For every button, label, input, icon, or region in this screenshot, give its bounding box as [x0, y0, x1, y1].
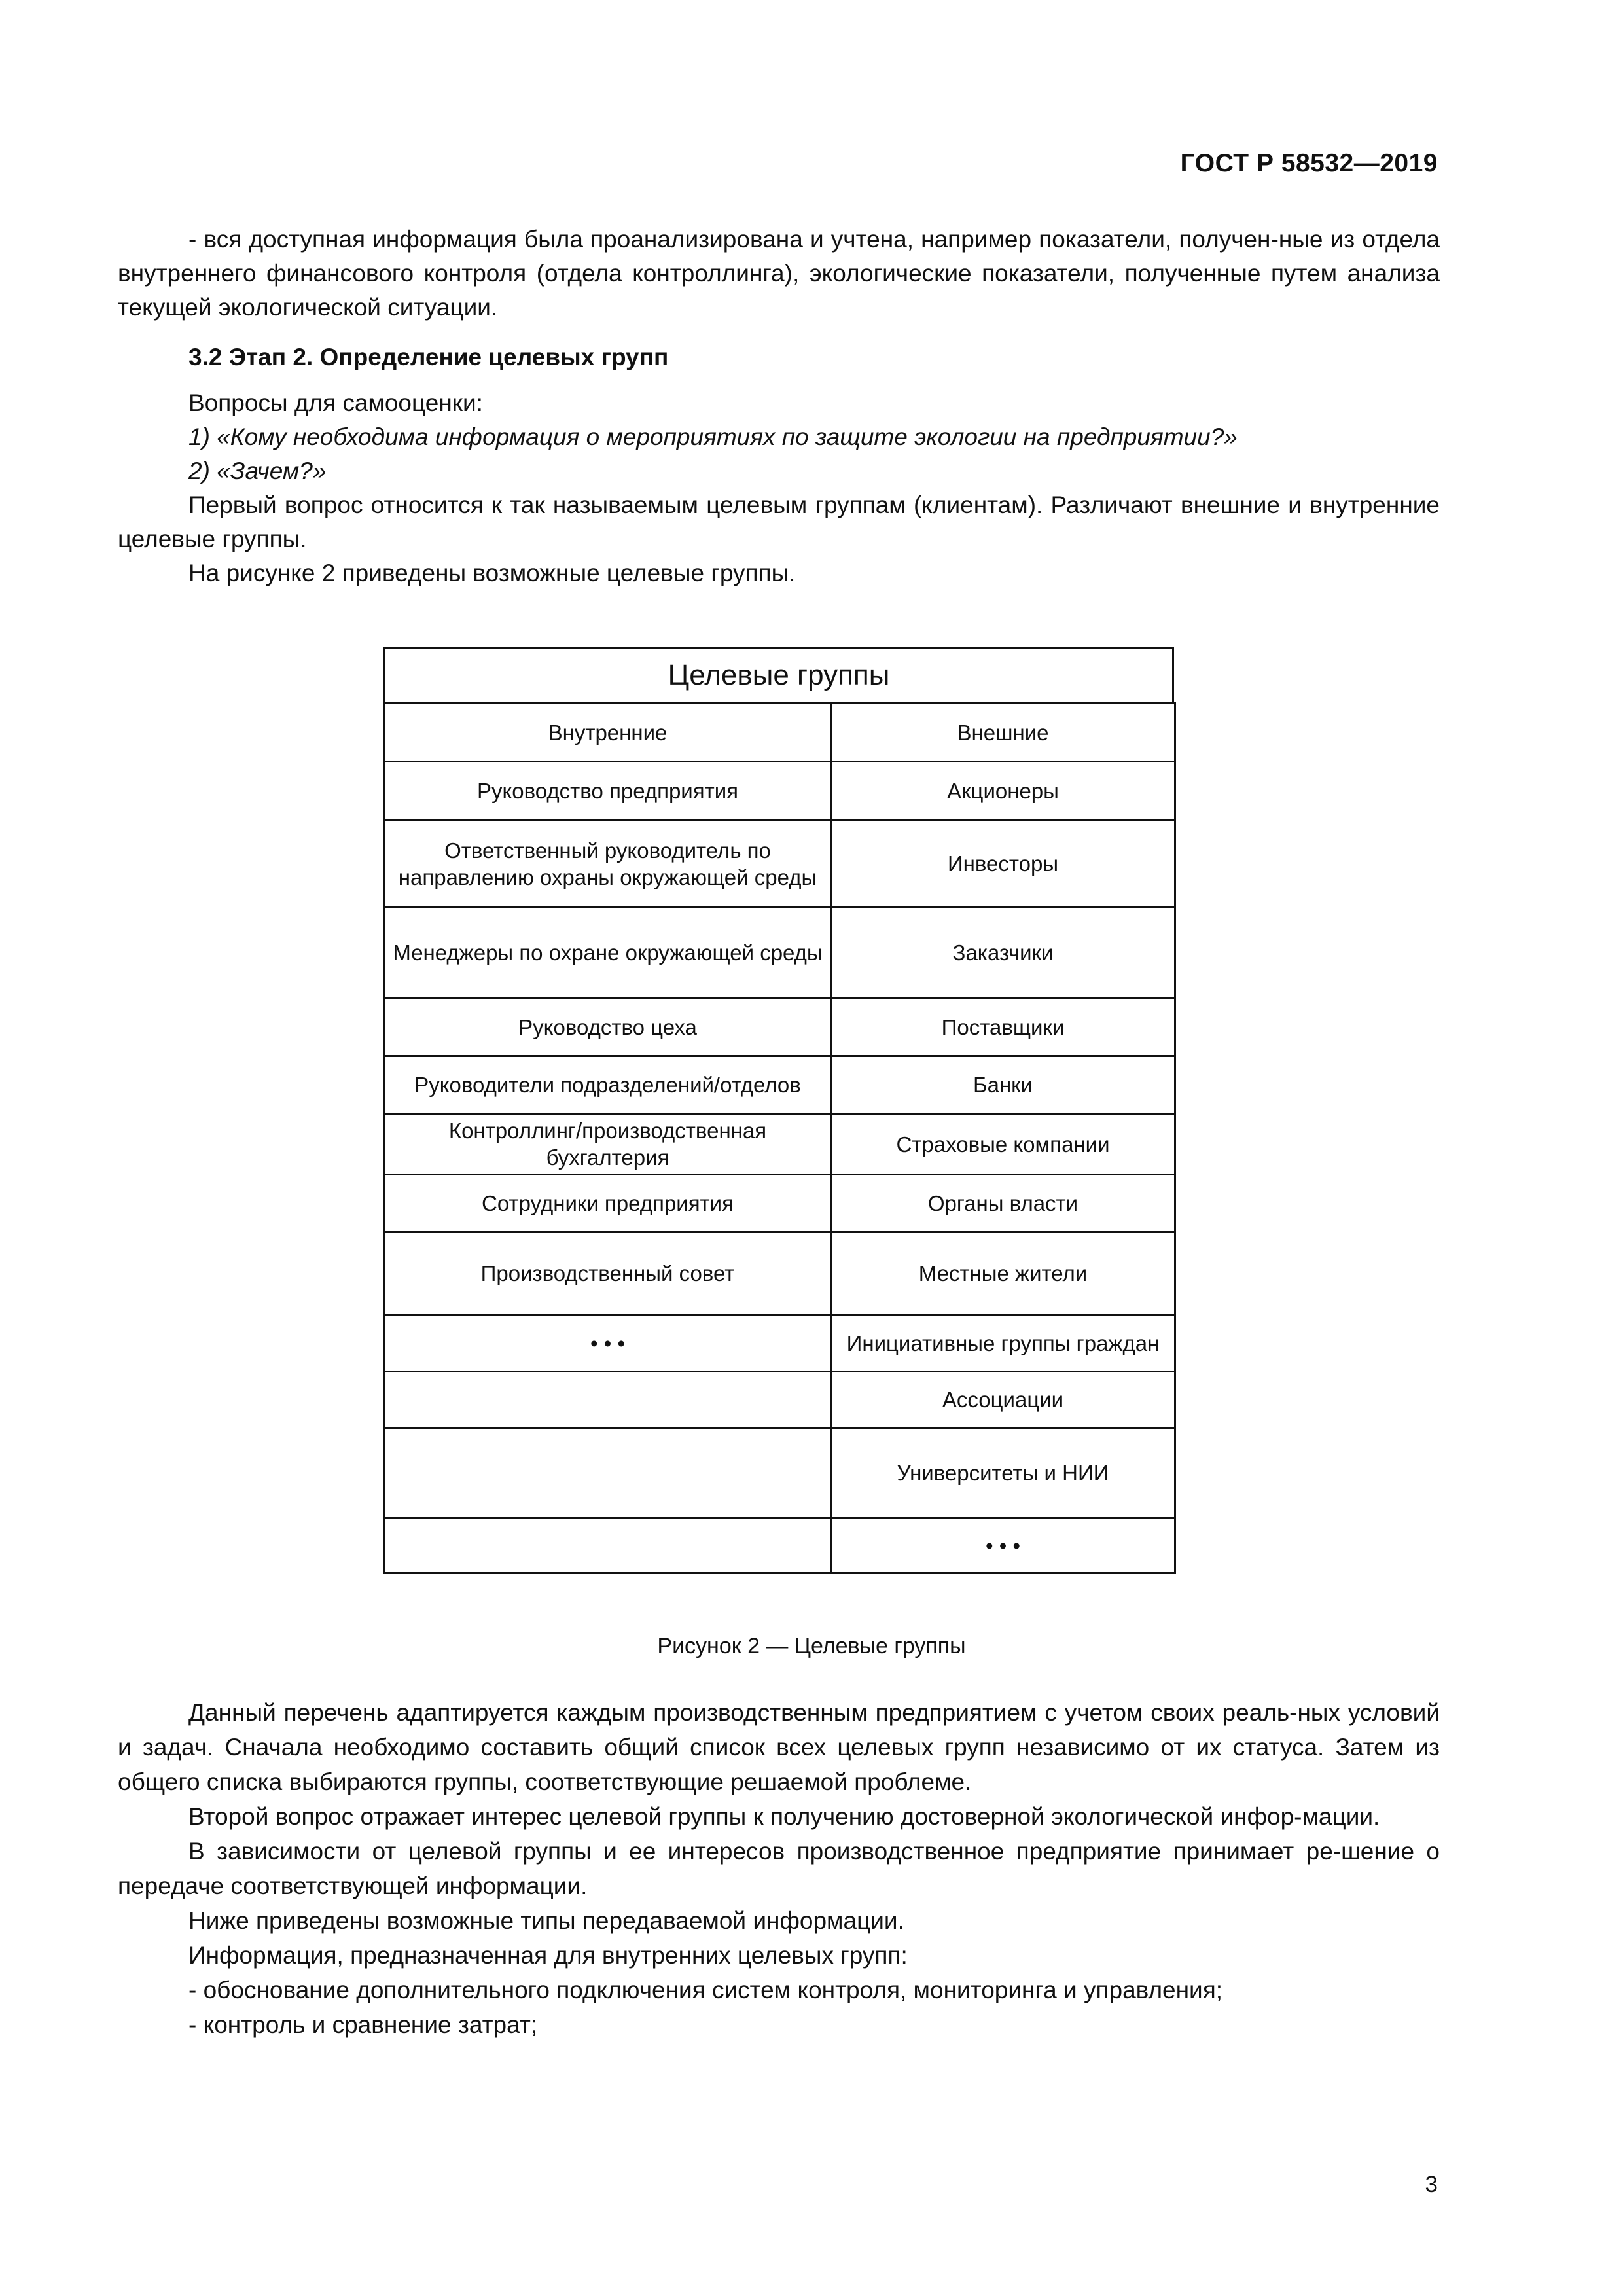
external-cell: Акционеры [831, 762, 1175, 820]
paragraph-info-types: Ниже приведены возможные типы передаваемой информации. [188, 1907, 904, 1934]
external-cell: Поставщики [831, 998, 1175, 1056]
table-header-row [385, 704, 1175, 762]
intro-bullet: - вся доступная информация была проанализирована и учтена, например показатели, получен-ные из отдела внутреннего финансового контроля (отдела контроллинга), экологические показатели, полученные путем анализа текущей экологической ситуации. [118, 226, 1440, 321]
lower-text-block [118, 1695, 1440, 2042]
paragraph-internal-info: Информация, предназначенная для внутренних целевых групп: [188, 1942, 908, 1969]
target-groups-table [383, 702, 1176, 1574]
paragraph-figure-ref: На рисунке 2 приведены возможные целевые группы. [188, 560, 796, 586]
standard-designation: ГОСТ Р 58532—2019 [1180, 149, 1438, 177]
figure-caption: Рисунок 2 — Целевые группы [657, 1634, 966, 1659]
table-row [385, 1315, 1175, 1372]
table-row [385, 1518, 1175, 1573]
external-cell: Ассоциации [831, 1372, 1175, 1428]
internal-cell: Ответственный руководитель по направлению охраны окружающей среды [385, 820, 831, 908]
list-item: - контроль и сравнение затрат; [188, 2011, 538, 2038]
external-ellipsis: • • • [831, 1518, 1175, 1573]
table-row [385, 1372, 1175, 1428]
internal-cell [385, 1518, 831, 1573]
question-2: 2) «Зачем?» [188, 457, 327, 484]
internal-cell: Производственный совет [385, 1232, 831, 1315]
internal-cell [385, 1372, 831, 1428]
external-cell: Страховые компании [831, 1114, 1175, 1175]
external-cell: Университеты и НИИ [831, 1428, 1175, 1518]
internal-cell: Сотрудники предприятия [385, 1175, 831, 1232]
external-cell: Инвесторы [831, 820, 1175, 908]
upper-text-block [118, 223, 1440, 590]
paragraph-adaptation: Данный перечень адаптируется каждым производственным предприятием с учетом своих реаль-ных условий и задач. Сначала необходимо составить общий список всех целевых групп независимо от их статуса. Затем из общего списка выбираются группы, соответствующие решаемой проблеме. [118, 1699, 1440, 1795]
column-header-external: Внешние [831, 704, 1175, 762]
table-row [385, 908, 1175, 998]
internal-cell: Менеджеры по охране окружающей среды [385, 908, 831, 998]
table-row [385, 1056, 1175, 1114]
page-number: 3 [1425, 2172, 1438, 2197]
section-title: 3.2 Этап 2. Определение целевых групп [188, 344, 669, 370]
external-cell: Банки [831, 1056, 1175, 1114]
paragraph-second-question: Второй вопрос отражает интерес целевой группы к получению достоверной экологической инфор-мации. [188, 1803, 1380, 1830]
list-item: - обоснование дополнительного подключения систем контроля, мониторинга и управления; [188, 1977, 1223, 2003]
table-row [385, 820, 1175, 908]
questions-label: Вопросы для самооценки: [188, 389, 483, 416]
internal-cell: Контроллинг/производственная бухгалтерия [385, 1114, 831, 1175]
external-cell: Органы власти [831, 1175, 1175, 1232]
column-header-internal: Внутренние [385, 704, 831, 762]
table-row [385, 998, 1175, 1056]
external-cell: Инициативные группы граждан [831, 1315, 1175, 1372]
table-row [385, 762, 1175, 820]
table-row [385, 1232, 1175, 1315]
internal-cell: Руководство предприятия [385, 762, 831, 820]
figure-table-title: Целевые группы [383, 647, 1174, 702]
internal-cell: Руководство цеха [385, 998, 831, 1056]
internal-cell [385, 1428, 831, 1518]
paragraph-decision: В зависимости от целевой группы и ее интересов производственное предприятие принимает ре-шение о передаче соответствующей информации. [118, 1838, 1440, 1899]
target-groups-figure [383, 647, 1174, 1574]
table-row [385, 1428, 1175, 1518]
internal-cell: Руководители подразделений/отделов [385, 1056, 831, 1114]
external-cell: Местные жители [831, 1232, 1175, 1315]
table-row [385, 1175, 1175, 1232]
external-cell: Заказчики [831, 908, 1175, 998]
paragraph-target-groups: Первый вопрос относится к так называемым целевым группам (клиентам). Различают внешние и внутренние целевые группы. [118, 492, 1440, 552]
internal-ellipsis: • • • [385, 1315, 831, 1372]
question-1: 1) «Кому необходима информация о мероприятиях по защите экологии на предприятии?» [188, 423, 1238, 450]
table-row [385, 1114, 1175, 1175]
